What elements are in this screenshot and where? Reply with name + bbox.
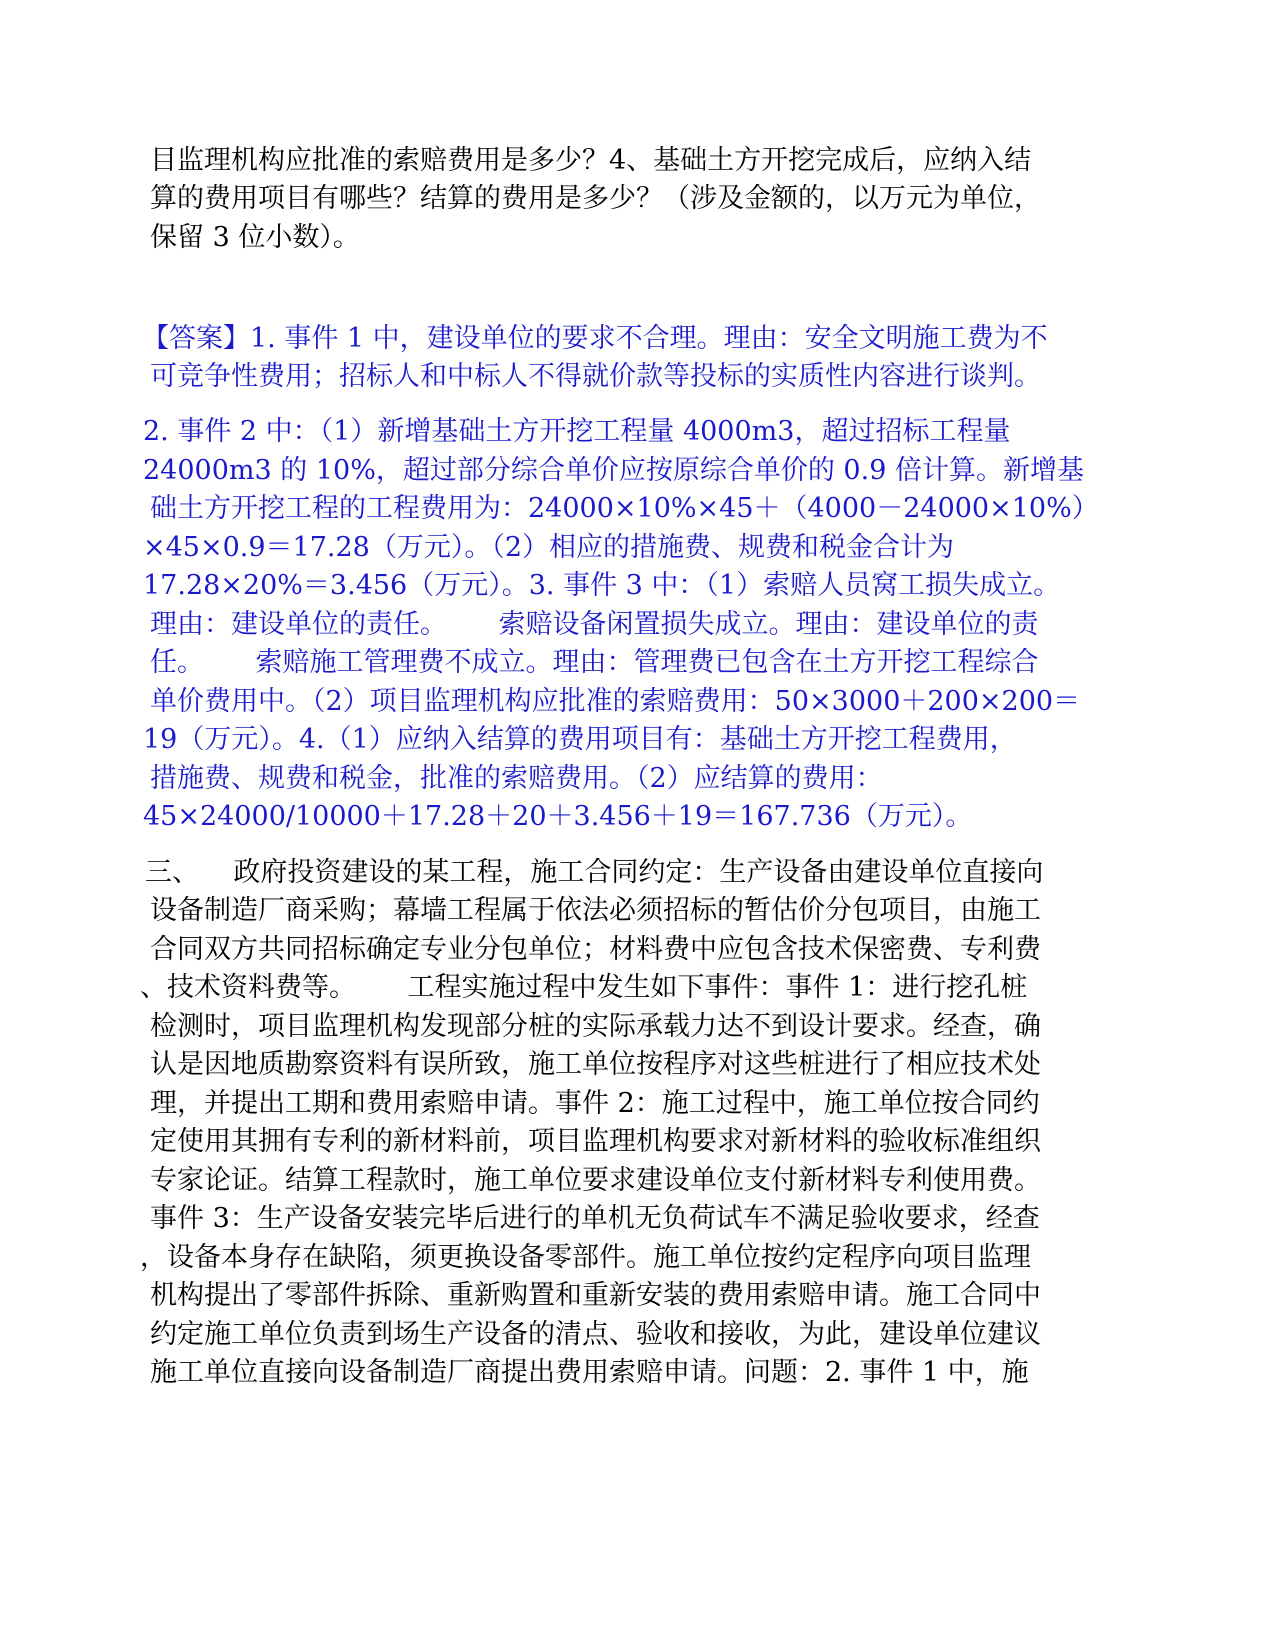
answer-line: 19（万元）。4.（1）应纳入结算的费用项目有：基础土方开挖工程费用， [143,724,1017,755]
question-tail-line: 算的费用项目有哪些？结算的费用是多少？（涉及金额的，以万元为单位， [150,183,1041,214]
question3-line: ，设备本身存在缺陷，须更换设备零部件。施工单位按约定程序向项目监理 [140,1242,1031,1273]
answer-line: 单价费用中。（2）项目监理机构应批准的索赔费用：50×3000＋200×200＝ [150,686,1081,717]
question3-line: 定使用其拥有专利的新材料前，项目监理机构要求对新材料的验收标准组织 [150,1126,1041,1157]
question3-line: 理，并提出工期和费用索赔申请。事件 2：施工过程中，施工单位按合同约 [150,1088,1040,1119]
question3-line: 专家论证。结算工程款时，施工单位要求建设单位支付新材料专利使用费。 [150,1165,1041,1196]
question3-line: 机构提出了零部件拆除、重新购置和重新安装的费用索赔申请。施工合同中 [150,1280,1041,1311]
question3-line: 检测时，项目监理机构发现部分桩的实际承载力达不到设计要求。经查，确 [150,1011,1041,1042]
question3-line: 事件 3：生产设备安装完毕后进行的单机无负荷试车不满足验收要求，经查 [150,1203,1040,1234]
answer-line: 任。 索赔施工管理费不成立。理由：管理费已包含在土方开挖工程综合 [150,647,1039,678]
answer-line: 45×24000/10000＋17.28＋20＋3.456＋19＝167.736（万元）。 [143,801,973,832]
answer-line: 24000m3 的 10%，超过部分综合单价应按原综合单价的 0.9 倍计算。新增基 [143,455,1084,486]
question3-line: 设备制造厂商采购；幕墙工程属于依法必须招标的暂估价分包项目，由施工 [150,895,1041,926]
answer-line: 理由：建设单位的责任。 索赔设备闲置损失成立。理由：建设单位的责 [150,609,1039,640]
question3-line: 、技术资料费等。 工程实施过程中发生如下事件：事件 1：进行挖孔桩 [140,972,1028,1003]
question-tail-line: 保留 3 位小数）。 [150,222,360,253]
answer-line: 【答案】1. 事件 1 中，建设单位的要求不合理。理由：安全文明施工费为不 [142,323,1048,354]
answer-line: 础土方开挖工程的工程费用为：24000×10%×45＋（4000－24000×10%） [150,493,1099,524]
question3-line: 三、 政府投资建设的某工程，施工合同约定：生产设备由建设单位直接向 [145,857,1044,888]
question3-line: 认是因地质勘察资料有误所致，施工单位按程序对这些桩进行了相应技术处 [150,1049,1041,1080]
answer-line: ×45×0.9＝17.28（万元）。（2）相应的措施费、规费和税金合计为 [143,532,955,563]
answer-line: 措施费、规费和税金，批准的索赔费用。（2）应结算的费用： [150,763,883,794]
question3-line: 施工单位直接向设备制造厂商提出费用索赔申请。问题：2. 事件 1 中，施 [150,1357,1029,1388]
question3-line: 合同双方共同招标确定专业分包单位；材料费中应包含技术保密费、专利费 [150,934,1041,965]
answer-line: 可竞争性费用；招标人和中标人不得就价款等投标的实质性内容进行谈判。 [150,361,1041,392]
answer-line: 2. 事件 2 中：（1）新增基础土方开挖工程量 4000m3，超过招标工程量 [143,416,1011,447]
question-tail-line: 目监理机构应批准的索赔费用是多少？4、基础土方开挖完成后，应纳入结 [150,145,1032,176]
answer-line: 17.28×20%＝3.456（万元）。3. 事件 3 中：（1）索赔人员窝工损失成立。 [143,570,1061,601]
question3-line: 约定施工单位负责到场生产设备的清点、验收和接收，为此，建设单位建议 [150,1319,1041,1350]
